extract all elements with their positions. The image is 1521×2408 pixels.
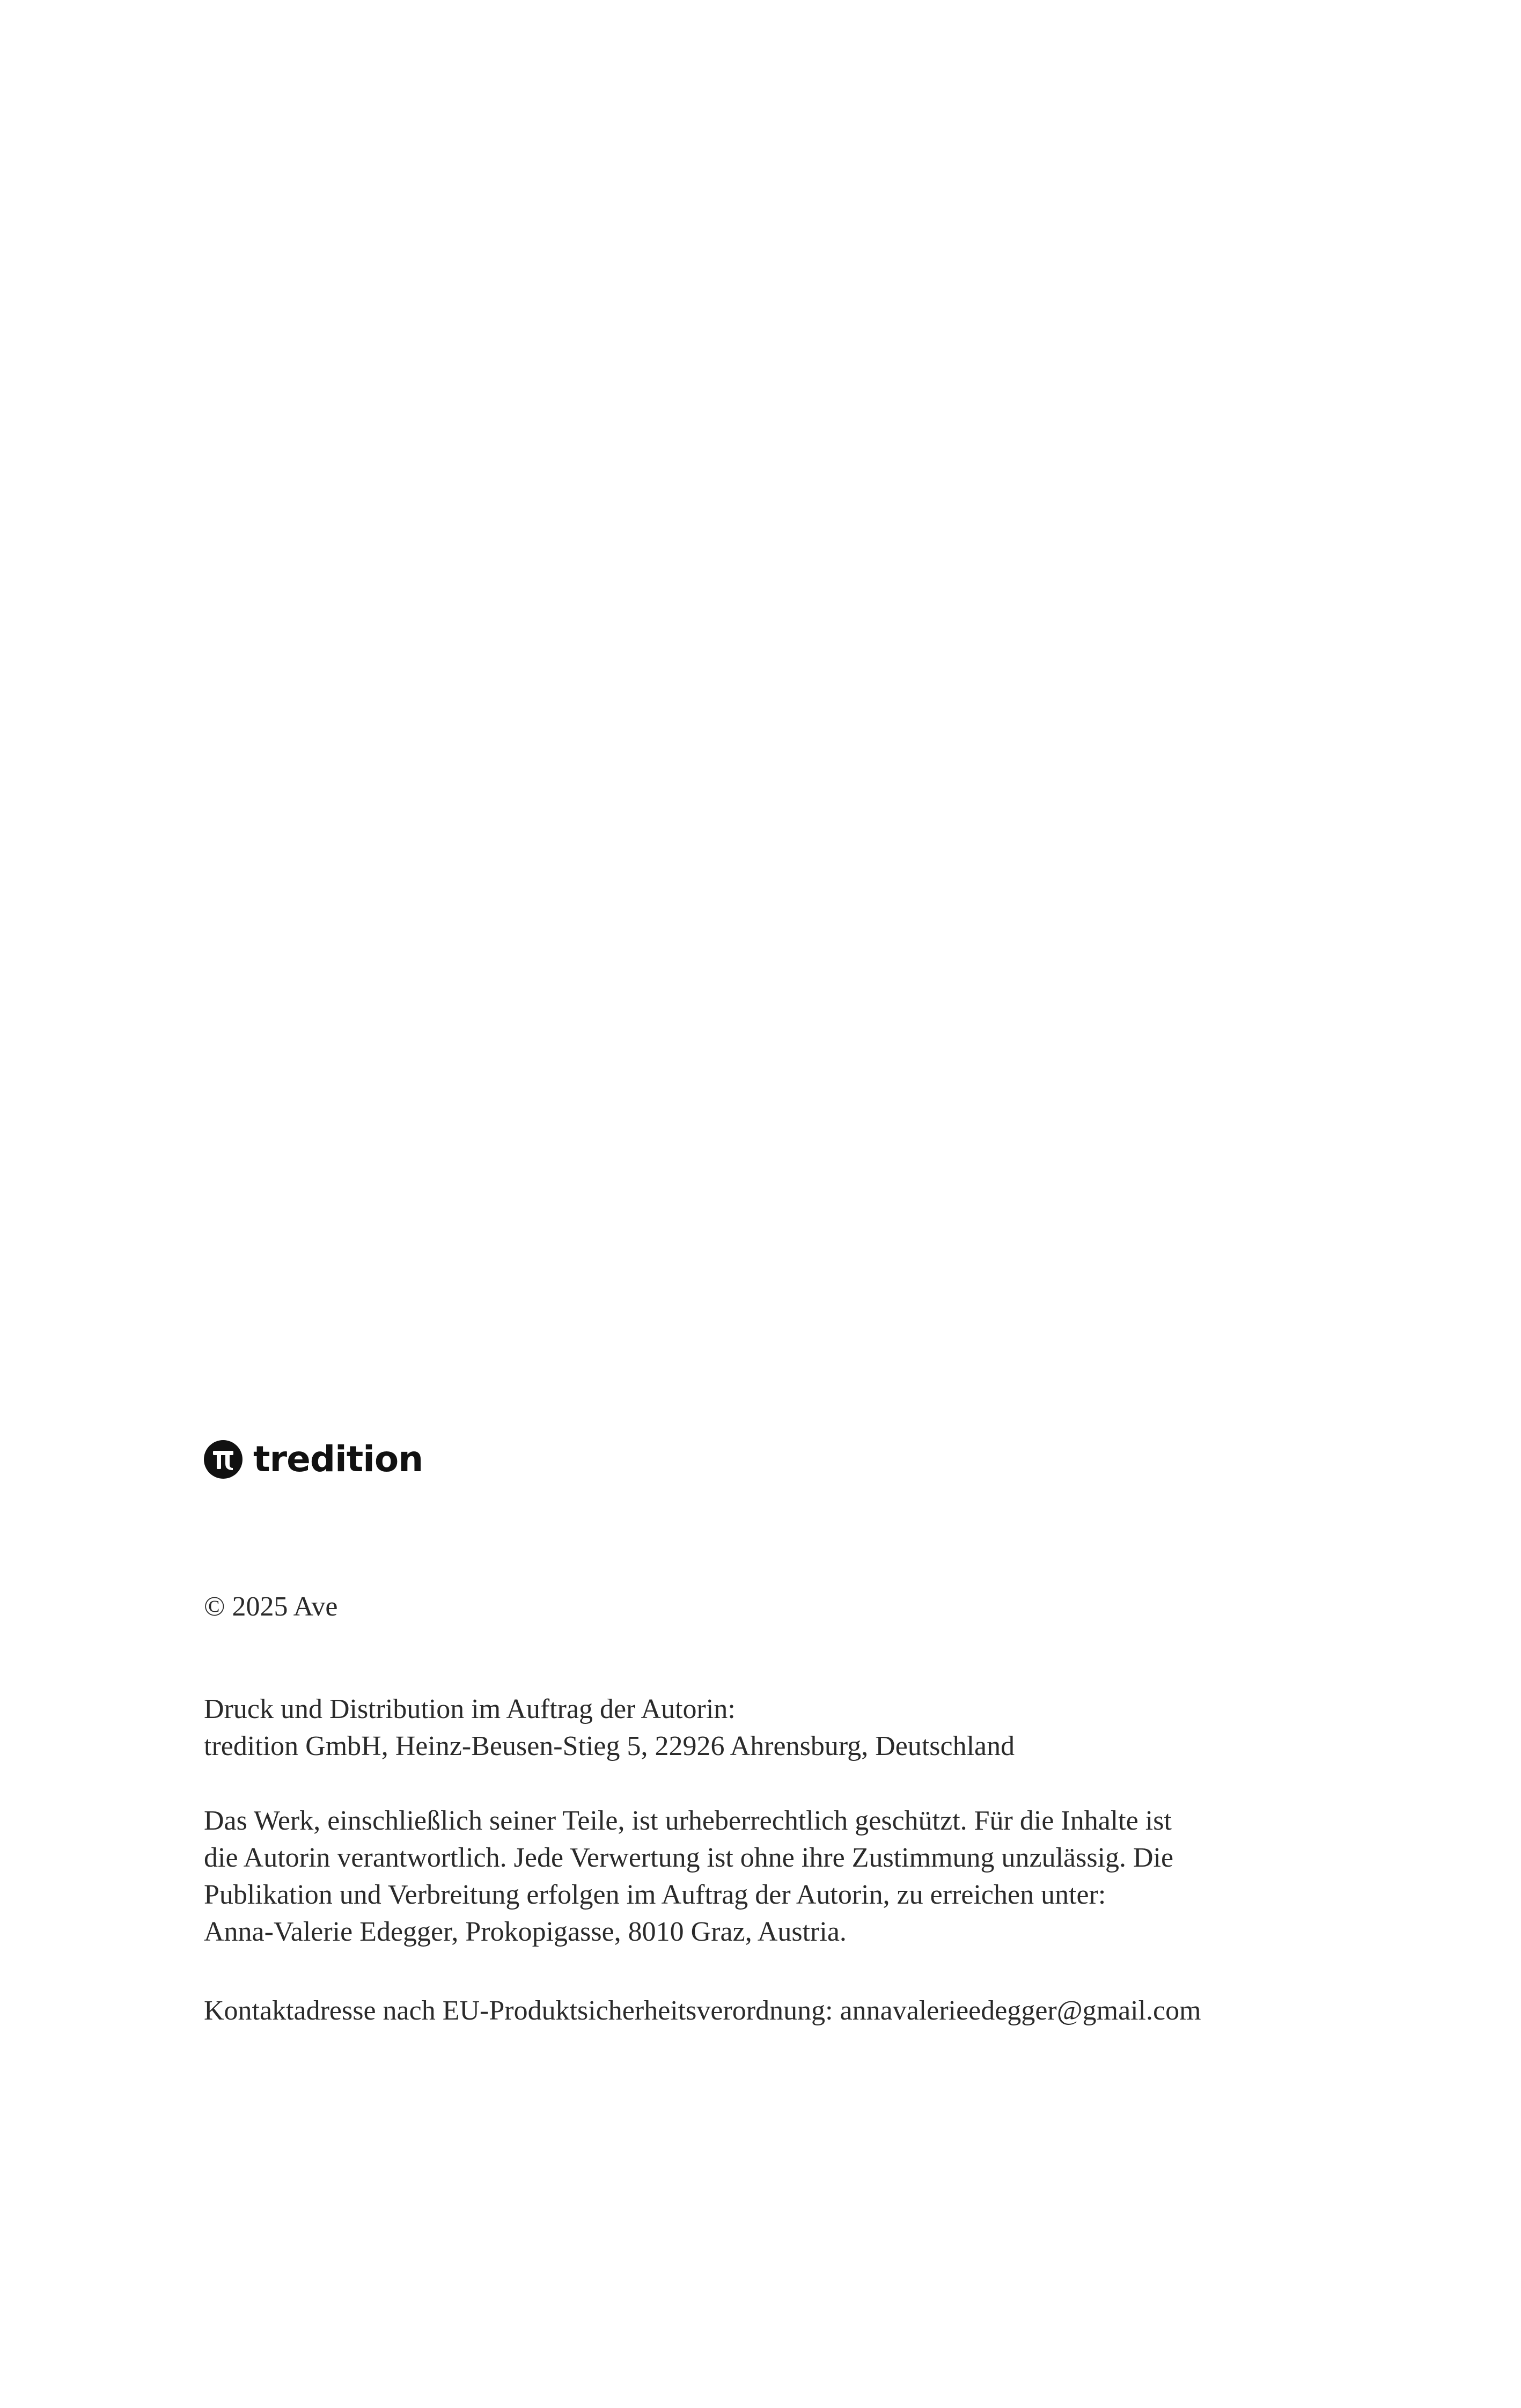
tredition-logo-icon <box>204 1440 243 1479</box>
copyright-notice: © 2025 Ave <box>204 1591 338 1622</box>
printing-line: tredition GmbH, Heinz-Beusen-Stieg 5, 22926 Ahrensburg, Deutschland <box>204 1731 1015 1761</box>
publisher-logo <box>204 1438 1331 1481</box>
printing-line: Druck und Distribution im Auftrag der Autorin: <box>204 1694 736 1724</box>
rights-line: Das Werk, einschließlich seiner Teile, ist urheberrechtlich geschützt. Für die Inhalte ist <box>204 1805 1172 1836</box>
contact-address: Kontaktadresse nach EU-Produktsicherheitsverordnung: annavalerieedegger@gmail.com <box>204 1995 1201 2026</box>
rights-line: Anna-Valerie Edegger, Prokopigasse, 8010 Graz, Austria. <box>204 1917 847 1947</box>
rights-line: die Autorin verantwortlich. Jede Verwertung ist ohne ihre Zustimmung unzulässig. Die <box>204 1842 1174 1873</box>
imprint-block <box>204 1438 1331 2029</box>
publisher-name: tredition <box>253 1438 423 1480</box>
rights-notice <box>204 1802 1331 1950</box>
rights-line: Publikation und Verbreitung erfolgen im Auftrag der Autorin, zu erreichen unter: <box>204 1880 1106 1910</box>
printing-info <box>204 1691 1331 1765</box>
